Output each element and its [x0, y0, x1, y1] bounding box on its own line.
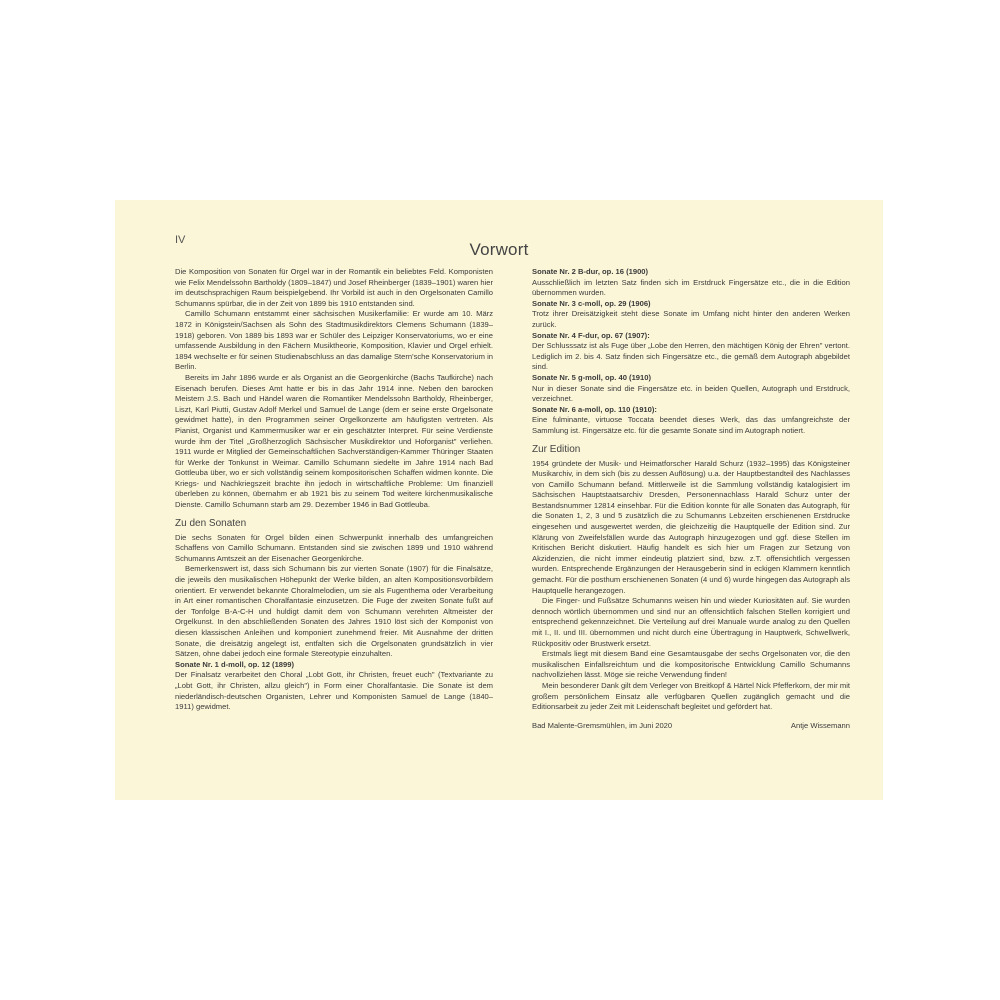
sonata-5-text: Nur in dieser Sonate sind die Fingersätze etc. in beiden Quellen, Autograph und Erstdruck, verzeichnet. — [532, 383, 850, 404]
sonata-1-title: Sonate Nr. 1 d-moll, op. 12 (1899) — [175, 659, 295, 669]
sonata-3-text: Trotz ihrer Dreisätzigkeit steht diese Sonate im Umfang nicht hinter den anderen Werken zurück. — [532, 309, 850, 329]
page-number: IV — [175, 234, 186, 246]
sonaten-heading: Zu den Sonaten — [175, 517, 247, 529]
sonata-6-text: Eine fulminante, virtuose Toccata beendet dieses Werk, das das umfangreichste der Sammlung ist. Fingersätze etc. für die gesamte Sonate sind im Autograph notiert. — [532, 415, 850, 435]
edition-paragraph-3: Erstmals liegt mit diesem Band eine Gesamtausgabe der sechs Orgelsonaten vor, die den musikalischen Einfallsreichtum und die kompositorische Entwicklung Camillo Schumanns nachvollziehen lässt. Möge sie reiche Verwendung finden! — [532, 649, 850, 680]
sonata-2-text: Ausschließlich im letzten Satz finden sich im Erstdruck Fingersätze etc., die in die Edition übernommen wurden. — [532, 277, 850, 298]
page-title: Vorwort — [469, 240, 529, 259]
edition-paragraph-4: Mein besonderer Dank gilt dem Verleger von Breitkopf & Härtel Nick Pfefferkorn, der mir mit großem persönlichem Einsatz alle verfügbaren Quellen zugänglich gemacht und die Editionsarbeit zu jeder Zeit mit Leidenschaft begleitet und gefördert hat. — [532, 680, 850, 712]
signature-line — [532, 721, 850, 732]
sonaten-paragraph-1: Die sechs Sonaten für Orgel bilden einen Schwerpunkt innerhalb des umfangreichen Schaffens von Camillo Schumann. Entstanden sind sie zwischen 1899 und 1910 während Schumanns Amtszeit an der Eisenacher Georgenkirche. — [175, 532, 493, 563]
sonaten-paragraph-2: Bemerkenswert ist, dass sich Schumann bis zur vierten Sonate (1907) für die Finalsätze, die jeweils den musikalischen Höhepunkt der Werke bilden, an alten Kompositionsvorbildern orientiert. Er verwendet bekannte Choralmelodien, um sie als Fugenthema oder Verarbeitung in Art einer romantischen Choralfantasie einzusetzen. Die Fuge der zweiten Sonate fußt auf der Tonfolge B-A-C-H und huldigt damit dem von Schumann verehrten Altmeister der Orgelkunst. In den abschließenden Sonaten des Jahres 1910 löst sich der Komponist von diesen klassischen Anleihen und komponiert zunehmend freier. Mit Ausnahme der dritten Sonate, die dreisätzig angelegt ist, entfalten sich die Orgelsonaten grundsätzlich in vier Sätzen, ohne dabei jedoch eine formale Stereotypie einzuhalten. — [175, 564, 493, 659]
intro-paragraph-3: Bereits im Jahr 1896 wurde er als Organist an die Georgenkirche (Bachs Taufkirche) nach Eisenach berufen. Dieses Amt hatte er bis in das Jahr 1914 inne. Neben den barocken Meistern J.S. Bach und Händel waren die Romantiker Mendelssohn Bartholdy, Rheinberger, Liszt, Karl Piutti, Gustav Adolf Merkel und Samuel de Lange (dem er seine erste Orgelsonate gewidmet hatte), in den Programmen seiner Orgelkonzerte am häufigsten vertreten. Als Pianist, Organist und Kammermusiker war er ein geschätzter Interpret. Für seine Verdienste wurde ihm der Titel „Großherzoglich Sächsischer Musikdirektor und Hoforganist" verliehen. 1911 wurde er Mitglied der Gemeinschaftlichen Sachverständigen-Kammer Thüringer Staaten für Werke der Tonkunst in Weimar. Camillo Schumann siedelte im Jahre 1914 nach Bad Gottleuba über, wo er sich vollständig seinem kompositorischen Schaffen widmen konnte. Die Kriegs- und Nachkriegszeit brachte ihn jedoch in wirtschaftliche Probleme: Um finanziell überleben zu können, übernahm er ab 1921 bis zu seinem Tod weitere kirchenmusikalische Dienste. Camillo Schumann starb am 29. Dezember 1946 in Bad Gottleuba. — [175, 372, 493, 510]
edition-heading: Zur Edition — [532, 443, 581, 455]
left-column — [175, 267, 493, 713]
sonata-2-title: Sonate Nr. 2 B-dur, op. 16 (1900) — [532, 267, 649, 276]
sonata-3-title: Sonate Nr. 3 c-moll, op. 29 (1906) — [532, 298, 651, 308]
intro-paragraph-2: Camillo Schumann entstammt einer sächsischen Musikerfamilie: Er wurde am 10. März 1872 in Königstein/Sachsen als Sohn des Stadtmusikdirektors Clemens Schumann (1839–1918) geboren. Von 1889 bis 1893 war er Schüler des Leipziger Konservatoriums, wo er eine umfassende Ausbildung in den Fächern Musiktheorie, Komposition, Klavier und Orgel erhielt. 1894 wechselte er für seinen Studienabschluss an das damalige Stern'sche Konservatorium in Berlin. — [175, 309, 493, 372]
sonata-5-title: Sonate Nr. 5 g-moll, op. 40 (1910) — [532, 372, 652, 382]
intro-paragraph-1: Die Komposition von Sonaten für Orgel war in der Romantik ein beliebtes Feld. Komponisten wie Felix Mendelssohn Bartholdy (1809–1847) und Josef Rheinberger (1839–1901) waren hier im deutschsprachigen Raum beispielgebend. Ihr Vorbild ist auch in den Orgelsonaten Camillo Schumanns spürbar, die in der Zeit von 1899 bis 1910 entstanden sind. — [175, 267, 493, 308]
author-name: Antje Wissemann — [790, 720, 850, 730]
sonata-4-text: Der Schlusssatz ist als Fuge über „Lobe den Herren, den mächtigen König der Ehren" vertont. Lediglich im 2. bis 4. Satz finden sich Fingersätze etc., die gemäß dem Autograph abgebildet sind. — [532, 341, 850, 372]
book-page — [115, 200, 883, 800]
right-column — [532, 267, 850, 731]
sonata-6-title: Sonate Nr. 6 a-moll, op. 110 (1910): — [532, 404, 657, 414]
edition-paragraph-2: Die Finger- und Fußsätze Schumanns weisen hin und wieder Kuriositäten auf. Sie wurden dennoch wörtlich übernommen und sind nur an offensichtlich falschen Stellen korrigiert und entsprechend gekennzeichnet. Die Verteilung auf drei Manuale wurde analog zu den Quellen mit I., II. und III. übernommen und nicht durch eine Übertragung in Hauptwerk, Schwellwerk, Rückpositiv oder Brustwerk ersetzt. — [532, 596, 850, 648]
edition-paragraph-1: 1954 gründete der Musik- und Heimatforscher Harald Schurz (1932–1995) das Königsteiner Musikarchiv, in dem sich (bis zu dessen Auflösung) u.a. der Hauptbestandteil des Nachlasses von Camillo Schumann befand. Mittlerweile ist die Sammlung vollständig katalogisiert im Sächsischen Hauptstaatsarchiv Dresden, Personennachlass Harald Schurz unter der Bestandsnummer 12814 einsehbar. Für die Edition konnte für alle Sonaten das Autograph, für die Sonaten 1, 2, 3 und 5 zusätzlich die zu Schumanns Lebzeiten erschienenen Erstdrucke eingesehen und ausgewertet werden, die gleichzeitig die Hauptquelle der Edition sind. Zur Klärung von Zweifelsfällen wurde das Autograph hinzugezogen und ggf. diese Stellen im Kritischen Bericht diskutiert. Häufig handelt es sich hier um Fragen zur Setzung von Akzidenzien, die nicht immer eindeutig platziert sind, bzw. z.T. offensichtlich vergessen wurden. Entsprechende Ergänzungen der Herausgeberin sind in eckigen Klammern kenntlich gemacht. Für die posthum erschienenen Sonaten (4 und 6) wurde hingegen das Autograph als Hauptquelle herangezogen. — [532, 458, 850, 595]
place-date: Bad Malente-Gremsmühlen, im Juni 2020 — [532, 720, 673, 730]
sonata-1-text: Der Finalsatz verarbeitet den Choral „Lobt Gott, ihr Christen, freuet euch" (Textvariante zu „Lobt Gott, ihr Christen, allzu gleich") in Form einer Choralfantasie. Die Sonate ist dem niederländisch-deutschen Organisten, Lehrer und Komponisten Samuel de Lange (1840–1911) gewidmet. — [175, 670, 493, 712]
sonata-4-title: Sonate Nr. 4 F-dur, op. 67 (1907): — [532, 330, 650, 340]
